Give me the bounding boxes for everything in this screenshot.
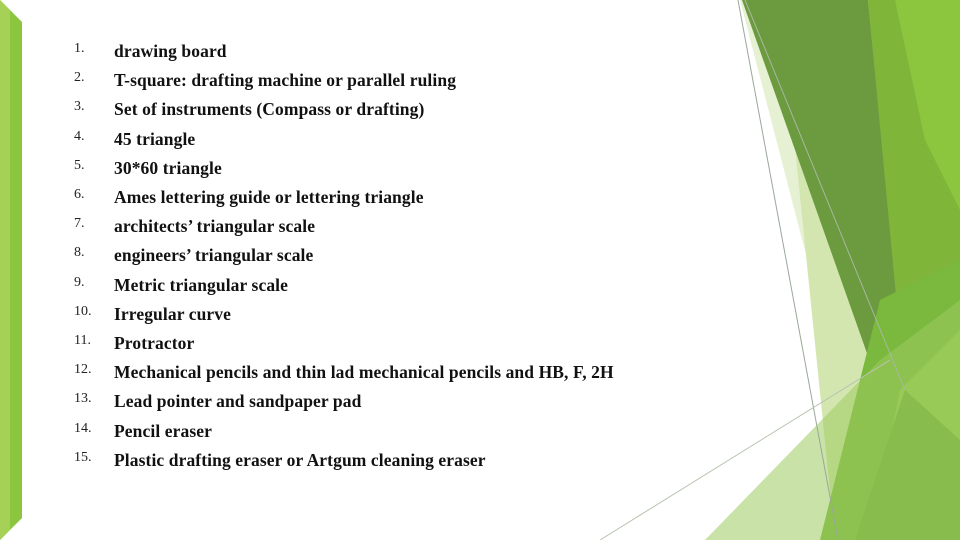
list-number: 2.: [74, 70, 85, 85]
list-number: 7.: [74, 216, 85, 231]
list-text: Set of instruments (Compass or drafting): [114, 99, 425, 119]
list-number: 9.: [74, 275, 85, 290]
list-text: Metric triangular scale: [114, 275, 289, 295]
list-text: architects’ triangular scale: [114, 216, 316, 236]
list-number: 11.: [74, 333, 91, 348]
list-text: 45 triangle: [114, 129, 196, 149]
list-number: 3.: [74, 99, 85, 114]
list-number: 1.: [74, 41, 85, 56]
list-text: Lead pointer and sandpaper pad: [114, 391, 362, 411]
list-number: 15.: [74, 450, 92, 465]
list-text: Irregular curve: [114, 304, 232, 324]
list-number: 10.: [74, 304, 92, 319]
list-text: Pencil eraser: [114, 421, 212, 441]
list-text: Ames lettering guide or lettering triangle: [114, 187, 424, 207]
list-number: 12.: [74, 362, 92, 377]
list-number: 13.: [74, 391, 92, 406]
list-text: Plastic drafting eraser or Artgum cleaning eraser: [114, 450, 486, 470]
list-text: engineers’ triangular scale: [114, 245, 314, 265]
list-text: drawing board: [114, 41, 227, 61]
list-number: 8.: [74, 245, 85, 260]
list-number: 5.: [74, 158, 85, 173]
list-number: 6.: [74, 187, 85, 202]
list-text: Protractor: [114, 333, 195, 353]
list-text: 30*60 triangle: [114, 158, 222, 178]
list-number: 14.: [74, 421, 92, 436]
list-number: 4.: [74, 129, 85, 144]
list-text: T-square: drafting machine or parallel ruling: [114, 70, 457, 90]
list-text: Mechanical pencils and thin lad mechanical pencils and HB, F, 2H: [114, 362, 614, 382]
